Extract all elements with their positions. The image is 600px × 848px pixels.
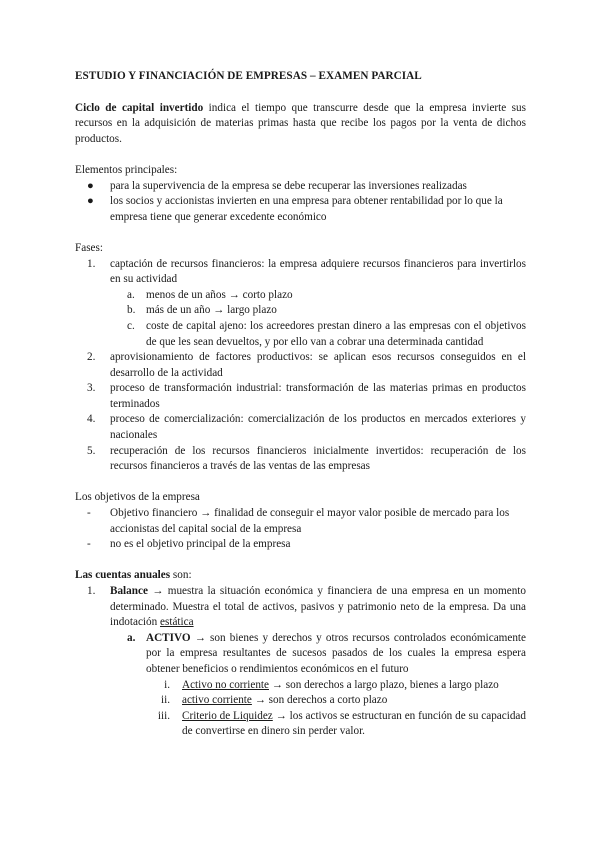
list-item-text: para la supervivencia de la empresa se debe recuperar las inversiones realizadas: [110, 179, 467, 192]
item-letter: a.: [127, 288, 135, 301]
list-item-text: los socios y accionistas invierten en una empresa para obtener rentabilidad por lo que la empresa tiene que generar excedente económico: [110, 195, 503, 223]
item-letter: a.: [127, 631, 136, 644]
list-item-text: menos de un años → corto plazo: [146, 288, 293, 301]
list-item: [75, 194, 526, 225]
item-letter: c.: [127, 319, 135, 332]
balance-text: → muestra la situación económica y financiera de una empresa en un momento determinado. Muestra el total de activos, pasivos y patrimonio neto de la empresa. Da una indotación: [110, 585, 526, 629]
cuentas-heading-rest: son:: [170, 569, 192, 582]
bullet-marker: ●: [87, 179, 94, 192]
list-item-text: proceso de transformación industrial: transformación de las materias primas en productos terminados: [110, 382, 526, 410]
list-item-text: proceso de comercialización: comercialización de los productos en mercados exteriores y nacionales: [110, 413, 526, 442]
ciclo-term: Ciclo de capital invertido: [75, 101, 204, 114]
list-item: [75, 537, 526, 553]
activo-text: → son bienes y derechos y otros recursos controlados económicamente por la empresa resultantes de sucesos pasados de los cuales la empresa espera obtener beneficios o rendimientos económicos en el futuro: [146, 631, 526, 675]
roman-text: → son derechos a corto plazo: [251, 694, 388, 707]
list-item-text: recuperación de los recursos financieros inicialmente invertidos: recuperación de los recursos financieros a través de las ventas de las empresas: [110, 444, 526, 473]
roman-text: → los activos se estructuran en función de su capacidad de convertirse en dinero sin perder valor.: [182, 709, 526, 738]
sub-list-item: [75, 288, 526, 304]
dash-marker: -: [87, 507, 91, 520]
list-item-text: aprovisionamiento de factores productivos: se aplican esos recursos conseguidos en el desarrollo de la actividad: [110, 351, 526, 379]
elementos-heading: Elementos principales:: [75, 163, 178, 176]
list-item-text: más de un año → largo plazo: [146, 304, 277, 317]
list-item-text: no es el objetivo principal de la empresa: [110, 538, 291, 551]
list-item: [75, 179, 526, 195]
roman-list-item: [75, 693, 526, 709]
roman-list-item: [75, 678, 526, 694]
cuentas-heading-bold: Las cuentas anuales: [75, 569, 171, 582]
item-roman: i.: [164, 678, 170, 691]
sub-list-item: [75, 631, 526, 678]
roman-term: Criterio de Liquidez: [182, 709, 273, 722]
item-number: 3.: [87, 382, 96, 395]
item-roman: ii.: [160, 694, 170, 707]
item-letter: b.: [127, 304, 136, 317]
list-item: [75, 381, 526, 412]
dash-marker: -: [87, 538, 91, 551]
list-item-text: captación de recursos financieros: la empresa adquiere recursos financieros para invertirlos en su actividad: [110, 257, 526, 286]
list-item-text: Objetivo financiero → finalidad de conseguir el mayor valor posible de mercado para los accionistas del capital social de la empresa: [110, 507, 510, 535]
bullet-marker: ●: [87, 195, 94, 208]
cuentas-heading: [75, 568, 526, 584]
item-number: 4.: [87, 413, 96, 426]
roman-term: activo corriente: [182, 694, 252, 707]
roman-text: → son derechos a largo plazo, bienes a largo plazo: [268, 678, 499, 691]
roman-term: Activo no corriente: [182, 678, 269, 691]
list-item: [75, 584, 526, 631]
list-item: [75, 257, 526, 288]
list-item: [75, 506, 526, 537]
fases-heading: Fases:: [75, 241, 103, 254]
list-item: [75, 412, 526, 443]
list-item: [75, 350, 526, 381]
ciclo-text: indica el tiempo que transcurre desde que la empresa invierte sus recursos en la adquisición de materias primas hasta que recibe los pagos por la venta de dichos productos.: [75, 101, 526, 145]
sub-list-item: [75, 319, 526, 350]
activo-term: ACTIVO: [146, 631, 191, 644]
ciclo-paragraph: [75, 101, 526, 148]
objetivos-heading: Los objetivos de la empresa: [75, 491, 200, 504]
item-roman: iii.: [157, 709, 170, 722]
balance-term: Balance: [110, 585, 148, 597]
balance-underlined: estática: [160, 616, 194, 629]
item-number: 5.: [87, 444, 96, 457]
item-number: 1.: [87, 257, 96, 270]
sub-list-item: [75, 303, 526, 319]
item-number: 2.: [87, 351, 96, 364]
list-item: [75, 444, 526, 475]
item-number: 1.: [87, 585, 96, 597]
list-item-text: coste de capital ajeno: los acreedores prestan dinero a las empresas con el objetivos de que les sean devueltos, y por ello van a cobrar una determinada cantidad: [146, 319, 526, 348]
document-title: ESTUDIO Y FINANCIACIÓN DE EMPRESAS – EXAMEN PARCIAL: [75, 70, 422, 82]
roman-list-item: [75, 709, 526, 740]
